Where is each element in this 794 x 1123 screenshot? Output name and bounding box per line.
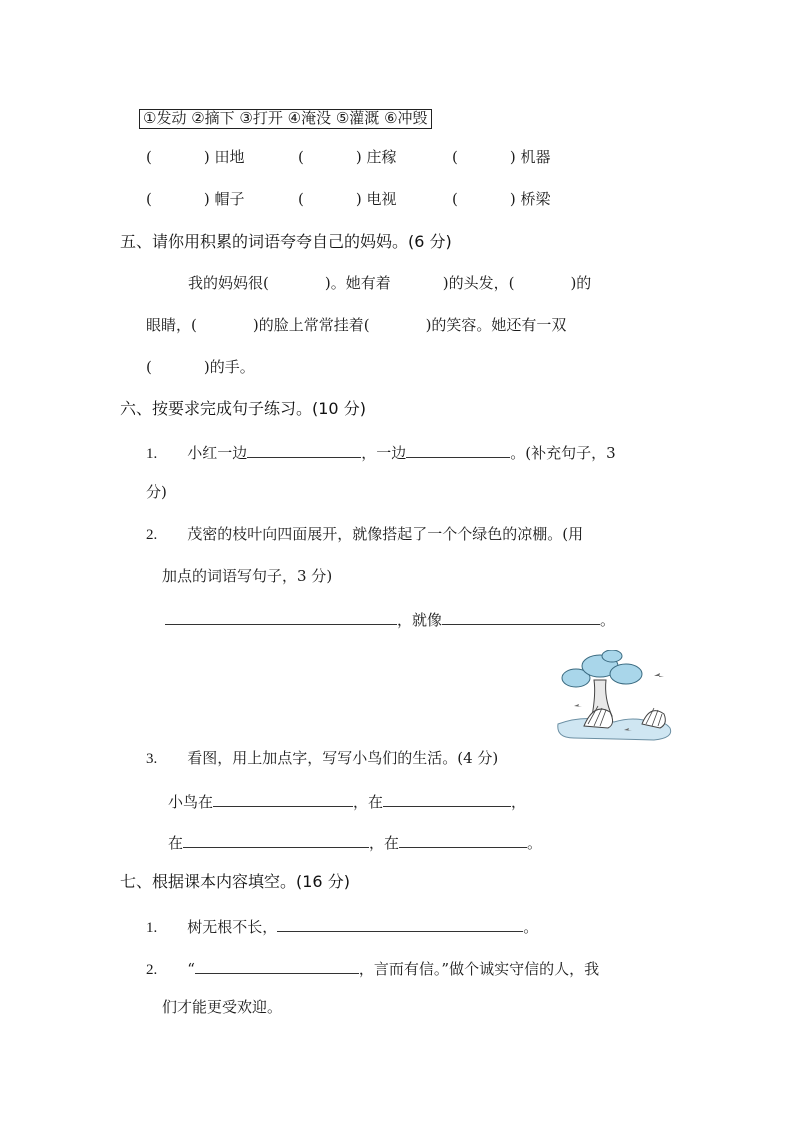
text: 。 [600,611,616,629]
section6-q3 [146,751,498,767]
answer-blank[interactable] [399,833,527,848]
text: ，就像 [397,611,443,629]
section6-q3-line1 [168,792,526,810]
section6-title: 六、按要求完成句子练习。(10 分) [120,399,366,418]
question-number: 2. [146,527,158,543]
section7-q1 [146,917,538,936]
text: 看图，用上加点字，写写小鸟们的生活。(4 分) [187,749,499,767]
fill-item-fields: ) 田地 [203,148,245,166]
answer-blank[interactable] [213,792,353,807]
answer-blank[interactable] [165,610,397,625]
text: ，一边 [361,444,407,462]
fill-row-2 [146,192,244,207]
text: ，在 [353,793,384,811]
paren-open: ( [452,190,458,208]
fill-item-hat: ) 帽子 [203,190,245,208]
section7-q2-cont: 们才能更受欢迎。 [162,998,283,1016]
question-number: 2. [146,962,158,978]
section6-q2-answer [165,610,615,628]
text: )的笑容。她还有一双 [425,316,567,334]
fill-row-1b [298,150,396,165]
text: ( [146,358,152,376]
answer-blank[interactable] [183,833,369,848]
fill-item-tv: ) 电视 [355,190,397,208]
text: 。 [523,918,539,936]
text: 眼睛，( [146,316,197,334]
text: )。她有着 [324,274,391,292]
section6-q3-line2 [168,833,542,851]
text: 。 [527,834,543,852]
text: “ [187,960,195,978]
word-bank: ①发动 ②摘下 ③打开 ④淹没 ⑤灌溉 ⑥冲毁 [139,109,432,129]
text: )的 [570,274,592,292]
question-number: 1. [146,446,158,462]
fill-item-crops: ) 庄稼 [355,148,397,166]
section6-q1 [146,443,616,462]
paren-open: ( [146,148,152,166]
section6-q1-cont: 分) [146,483,167,501]
text: 小红一边 [187,444,248,462]
section6-q2-cont: 加点的词语写句子，3 分) [162,567,333,585]
paren-open: ( [298,148,304,166]
answer-blank[interactable] [195,959,359,974]
text: 树无根不长， [187,918,278,936]
text: ，在 [369,834,400,852]
text: )的手。 [203,358,255,376]
paren-open: ( [146,190,152,208]
paren-open: ( [452,148,458,166]
answer-blank[interactable] [277,917,523,932]
text: ，言而有信。”做个诚实守信的人，我 [358,960,600,978]
section5-line3 [146,360,255,375]
text: )的头发，( [442,274,515,292]
text: 小鸟在 [168,793,214,811]
fill-row-1 [146,150,244,165]
section6-q2 [146,527,583,543]
fill-row-2b [298,192,396,207]
section5-line2 [146,318,566,333]
question-number: 1. [146,920,158,936]
paren-open: ( [298,190,304,208]
answer-blank[interactable] [406,443,510,458]
fill-item-bridge: ) 桥梁 [509,190,551,208]
section5-title: 五、请你用积累的词语夸夸自己的妈妈。(6 分) [120,232,452,251]
text: 我的妈妈很( [188,274,269,292]
answer-blank[interactable] [247,443,361,458]
text: 在 [168,834,184,852]
section5-line1 [188,276,591,291]
answer-blank[interactable] [383,792,511,807]
tree-with-birds-illustration [554,650,678,744]
question-number: 3. [146,751,158,767]
text: )的脸上常常挂着( [252,316,370,334]
fill-row-1c [452,150,550,165]
text: ， [511,793,527,811]
fill-row-2c [452,192,550,207]
text: 。(补充句子，3 [510,444,616,462]
answer-blank[interactable] [442,610,600,625]
section7-q2 [146,959,599,978]
fill-item-machine: ) 机器 [509,148,551,166]
section7-title: 七、根据课本内容填空。(16 分) [120,872,350,891]
text: 茂密的枝叶向四面展开，就像搭起了一个个绿色的凉棚。(用 [187,525,584,543]
